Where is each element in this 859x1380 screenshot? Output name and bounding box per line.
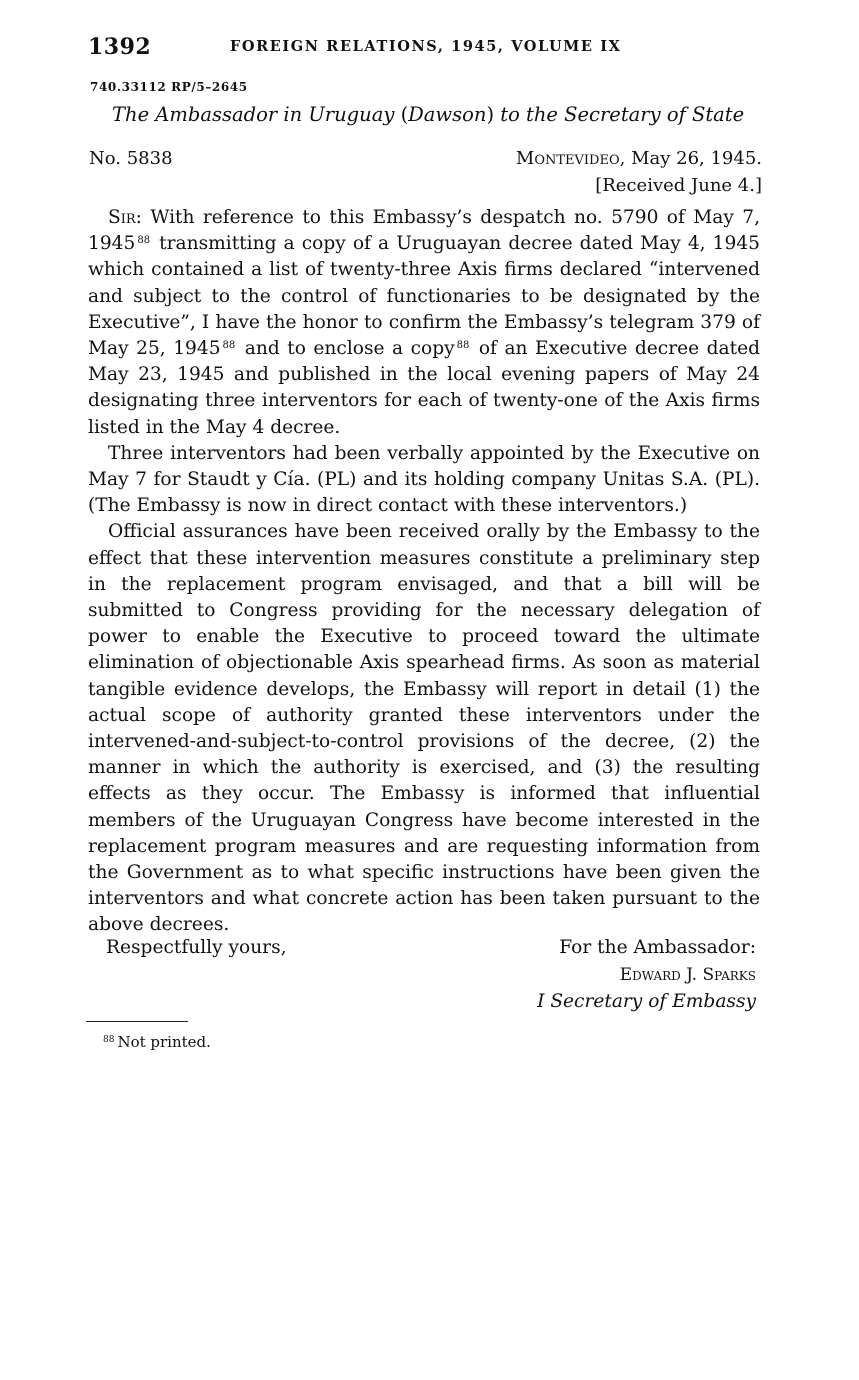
page-header [88, 34, 762, 64]
closing-block [88, 937, 760, 1017]
signer-name: Edward J. Sparks [619, 965, 756, 985]
document-title [112, 103, 772, 126]
footnote-ref: 88 [456, 340, 470, 352]
place: Montevideo [515, 148, 620, 169]
title-name: Dawson [408, 103, 487, 126]
footnote-ref: 88 [222, 340, 236, 352]
title-paren-close: ) [486, 103, 495, 126]
file-number: 740.33112 RP/5–2645 [90, 80, 248, 94]
salutation: Sir [108, 207, 136, 228]
running-head: FOREIGN RELATIONS, 1945, VOLUME IX [230, 38, 622, 55]
footnote-text: Not printed. [117, 1033, 211, 1051]
paragraph-1-text-a: : With reference to this Embassy’s despatch no. 5790 of May 7, 1945 [88, 207, 760, 255]
title-part2: to the Secretary of State [494, 103, 745, 126]
paragraph-1 [88, 205, 760, 441]
for-line: For the Ambassador: [559, 937, 756, 958]
despatch-number: No. 5838 [89, 148, 173, 169]
paragraph-1-text-c: and to enclose a copy [237, 338, 455, 360]
letter-body [88, 205, 760, 939]
paragraph-1-text-b: transmitting a copy of a Uruguayan decree dated May 4, 1945 which contained a list of twenty-three Axis firms declared “intervened and subject to the control of functionaries to be designated by the Executive”, I have the honor to confirm the Embassy’s telegram 379 of May 25, 1945 [88, 233, 760, 360]
signer-title: I Secretary of Embassy [537, 991, 756, 1012]
title-part1: The Ambassador in Uruguay [112, 103, 401, 126]
footnote-divider [86, 1021, 188, 1022]
page-number: 1392 [88, 34, 152, 60]
date: , May 26, 1945. [619, 148, 762, 169]
paragraph-1-text-d: of an Executive decree dated May 23, 1945 and published in the local evening papers of May 24 designating three interventors for each of twenty-one of the Axis firms listed in the May 4 decree. [88, 338, 760, 438]
paragraph-2: Three interventors had been verbally appointed by the Executive on May 7 for Staudt y Cía. (PL) and its holding company Unitas S.A. (PL). (The Embassy is now in direct contact with these interventors.) [88, 442, 760, 517]
footnote-ref: 88 [137, 235, 151, 247]
complimentary-close: Respectfully yours, [106, 937, 287, 958]
title-paren-open: ( [400, 103, 409, 126]
place-date-line [516, 148, 762, 169]
paragraph-3: Official assurances have been received orally by the Embassy to the effect that these intervention measures constitute a preliminary step in the replacement program envisaged, and that a bill will be submitted to Congress providing for the necessary delegation of power to enable the Executive to proceed toward the ultimate elimination of objectionable Axis spearhead firms. As soon as material tangible evidence develops, the Embassy will report in detail (1) the actual scope of authority granted these interventors under the intervened-and-subject-to-control provisions of the decree, (2) the manner in which the authority is exercised, and (3) the resulting effects as they occur. The Embassy is informed that influential members of the Uruguayan Congress have become interested in the replacement program measures and are requesting information from the Government as to what specific instructions have been given the interventors and what concrete action has been taken pursuant to the above decrees. [88, 521, 760, 936]
footnote-mark: 88 [103, 1035, 115, 1045]
received-date: [Received June 4.] [595, 175, 762, 196]
footnote [103, 1033, 211, 1051]
